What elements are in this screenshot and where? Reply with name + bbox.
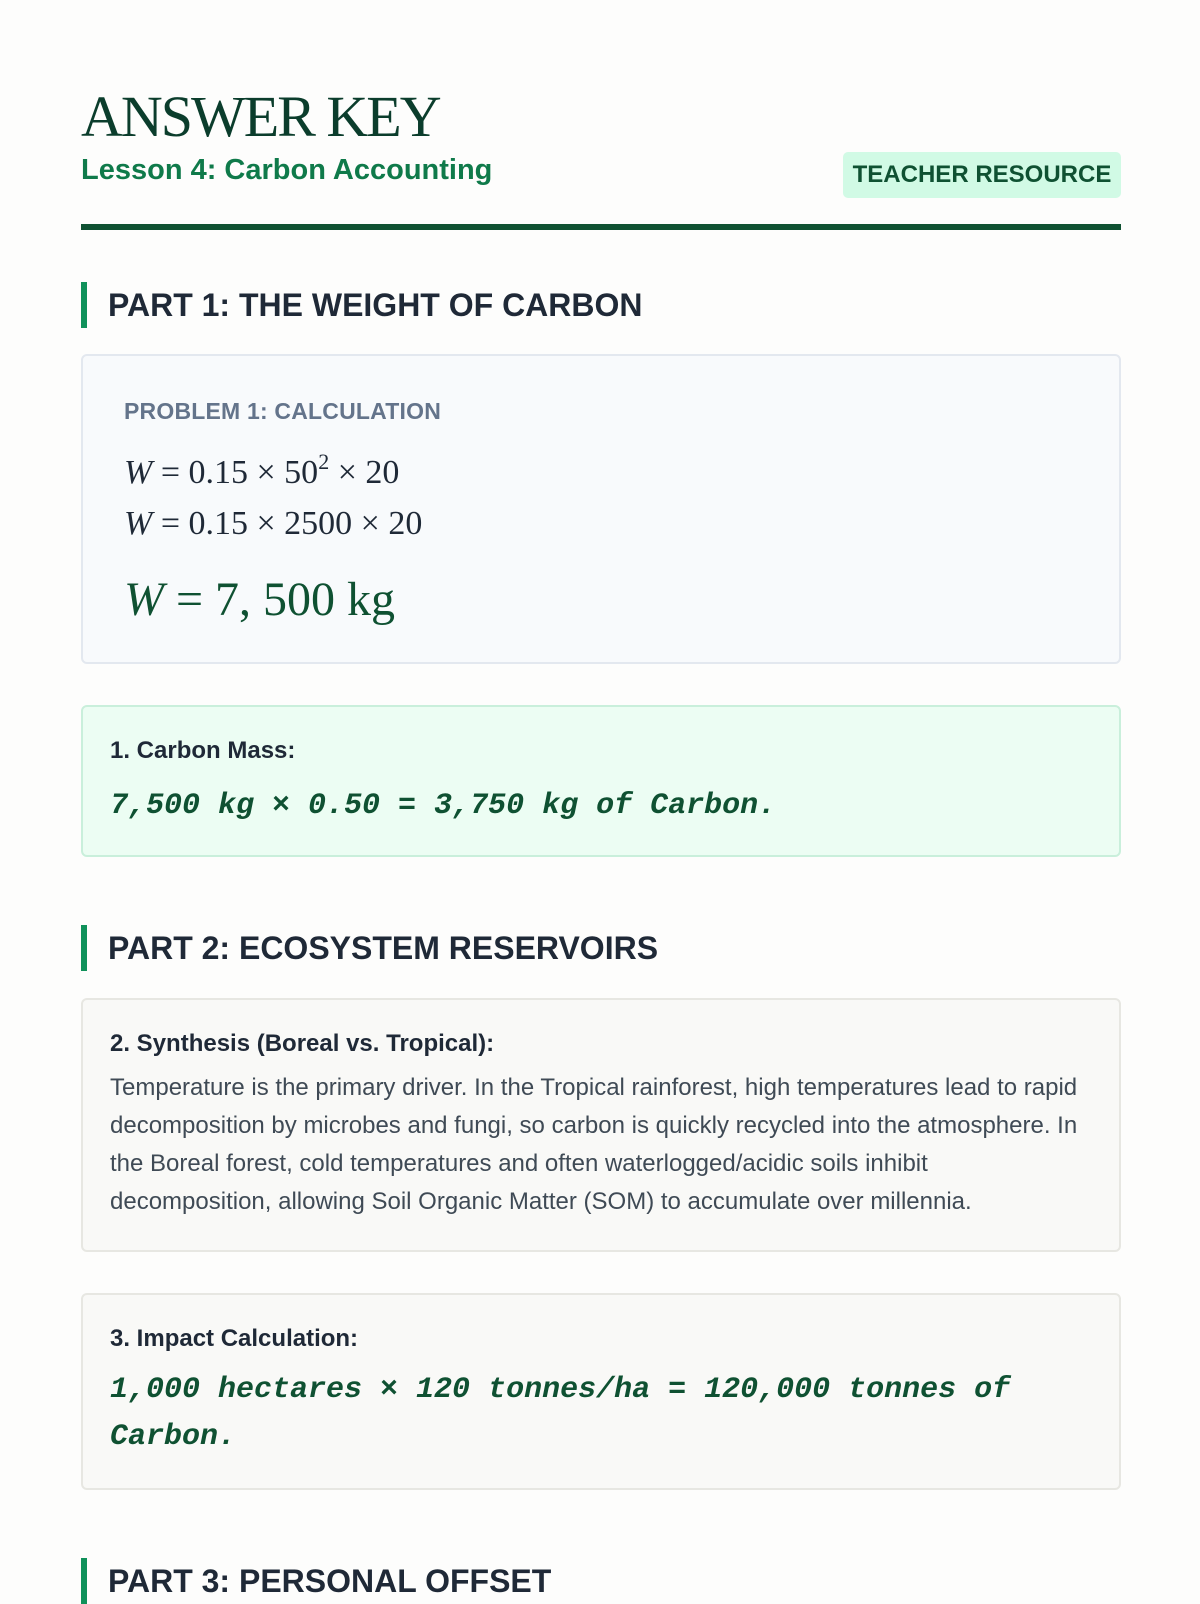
equation-rhs-b: × 20 — [329, 454, 400, 491]
equation-line-2 — [124, 502, 422, 546]
document-header — [81, 82, 1121, 230]
problem-label: PROBLEM 1: CALCULATION — [124, 398, 442, 424]
equation-result-rhs: = 7, 500 kg — [175, 573, 396, 626]
equation-line-1 — [124, 440, 399, 495]
carbon-mass-answer: 7,500 kg × 0.50 = 3,750 kg of Carbon. — [110, 789, 777, 823]
equation-exponent: 2 — [318, 449, 330, 474]
impact-label: 3. Impact Calculation: — [110, 1325, 359, 1352]
section-heading-part1: PART 1: THE WEIGHT OF CARBON — [81, 282, 1121, 328]
equation-variable: W — [124, 454, 153, 491]
synthesis-card — [81, 998, 1121, 1252]
equation-rhs: = 0.15 × 2500 × 20 — [160, 505, 423, 542]
equation-variable: W — [124, 573, 164, 626]
document-title: ANSWER KEY — [81, 84, 440, 149]
problem-1-card — [81, 354, 1121, 664]
equation-variable: W — [124, 505, 153, 542]
impact-card — [81, 1293, 1121, 1490]
section-heading-part3: PART 3: PERSONAL OFFSET — [81, 1558, 1121, 1604]
section-heading-part2: PART 2: ECOSYSTEM RESERVOIRS — [81, 925, 1121, 971]
lesson-subtitle: Lesson 4: Carbon Accounting — [81, 154, 493, 186]
synthesis-text: Temperature is the primary driver. In the Tropical rainforest, high temperatures lead to rapid decomposition by microbes and fungi, so carbon is quickly recycled into the atmosphere. In the Boreal forest, cold temperatures and often waterlogged/acidic soils inhibit decomposition, allowing Soil Organic Matter (SOM) to accumulate over millennia. — [110, 1074, 1078, 1215]
carbon-mass-label: 1. Carbon Mass: — [110, 737, 296, 764]
carbon-mass-card — [81, 705, 1121, 857]
equation-result — [124, 568, 395, 632]
impact-answer: 1,000 hectares × 120 tonnes/ha = 120,000 tonnes of Carbon. — [110, 1373, 1011, 1454]
synthesis-label: 2. Synthesis (Boreal vs. Tropical): — [110, 1030, 495, 1057]
teacher-resource-badge: TEACHER RESOURCE — [843, 152, 1121, 198]
equation-rhs-a: = 0.15 × 50 — [160, 454, 319, 491]
